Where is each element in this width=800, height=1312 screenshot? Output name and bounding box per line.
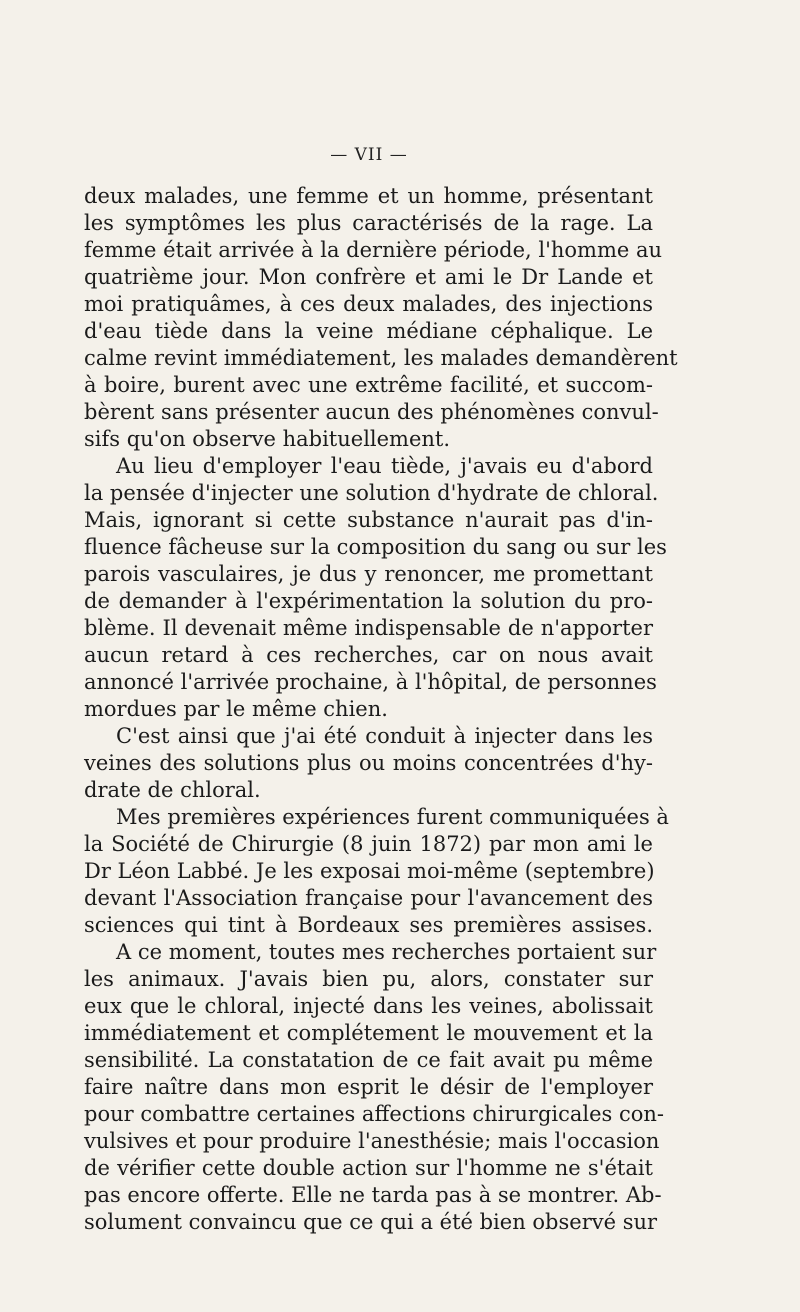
text-line: pour combattre certaines affections chirurgicales con- xyxy=(84,1102,665,1126)
text-line: femme était arrivée à la dernière période, l'homme au xyxy=(84,238,663,262)
text-line: de demander à l'expérimentation la solution du pro- xyxy=(84,589,653,613)
text-line: d'eau tiède dans la veine médiane céphalique. Le xyxy=(84,319,653,343)
text-line: Mes premières expériences furent communiquées à xyxy=(116,805,669,829)
text-line: pas encore offerte. Elle ne tarda pas à se montrer. Ab- xyxy=(84,1183,662,1207)
text-line: moi pratiquâmes, à ces deux malades, des injections xyxy=(84,292,653,316)
text-line: blème. Il devenait même indispensable de n'apporter xyxy=(84,616,653,640)
text-line: parois vasculaires, je dus y renoncer, me promettant xyxy=(84,562,653,586)
text-line: C'est ainsi que j'ai été conduit à injecter dans les xyxy=(116,724,653,748)
text-line: sensibilité. La constatation de ce fait avait pu même xyxy=(84,1048,653,1072)
text-line: mordues par le même chien. xyxy=(84,697,388,721)
text-line: Au lieu d'employer l'eau tiède, j'avais eu d'abord xyxy=(116,454,653,478)
text-line: solument convaincu que ce qui a été bien observé sur xyxy=(84,1210,658,1234)
text-line: Dr Léon Labbé. Je les exposai moi-même (septembre) xyxy=(84,859,655,883)
text-line: à boire, burent avec une extrême facilité, et succom- xyxy=(84,373,653,397)
page-number: — VII — xyxy=(330,145,408,165)
text-line: faire naître dans mon esprit le désir de l'employer xyxy=(84,1075,653,1099)
text-line: immédiatement et complétement le mouvement et la xyxy=(84,1021,653,1045)
text-line: annoncé l'arrivée prochaine, à l'hôpital, de personnes xyxy=(84,670,657,694)
text-line: de vérifier cette double action sur l'homme ne s'était xyxy=(84,1156,653,1180)
text-line: les symptômes les plus caractérisés de la rage. La xyxy=(84,211,653,235)
text-line: aucun retard à ces recherches, car on nous avait xyxy=(84,643,653,667)
text-line: sifs qu'on observe habituellement. xyxy=(84,427,451,451)
text-line: devant l'Association française pour l'avancement des xyxy=(84,886,653,910)
text-line: eux que le chloral, injecté dans les veines, abolissait xyxy=(84,994,653,1018)
text-line: deux malades, une femme et un homme, présentant xyxy=(84,184,653,208)
text-line: drate de chloral. xyxy=(84,778,261,802)
text-line: Mais, ignorant si cette substance n'aurait pas d'in- xyxy=(84,508,653,532)
text-line: sciences qui tint à Bordeaux ses premières assises. xyxy=(84,913,653,937)
text-line: vulsives et pour produire l'anesthésie; mais l'occasion xyxy=(84,1129,660,1153)
text-line: la Société de Chirurgie (8 juin 1872) par mon ami le xyxy=(84,832,653,856)
text-line: veines des solutions plus ou moins concentrées d'hy- xyxy=(84,751,653,775)
text-line: quatrième jour. Mon confrère et ami le Dr Lande et xyxy=(84,265,653,289)
body-text xyxy=(84,183,678,1236)
text-line: la pensée d'injecter une solution d'hydrate de chloral. xyxy=(84,481,659,505)
text-line: bèrent sans présenter aucun des phénomènes convul- xyxy=(84,400,659,424)
text-line: fluence fâcheuse sur la composition du sang ou sur les xyxy=(84,535,667,559)
text-line: A ce moment, toutes mes recherches portaient sur xyxy=(116,940,657,964)
text-line: les animaux. J'avais bien pu, alors, constater sur xyxy=(84,967,653,991)
text-line: calme revint immédiatement, les malades demandèrent xyxy=(84,346,678,370)
